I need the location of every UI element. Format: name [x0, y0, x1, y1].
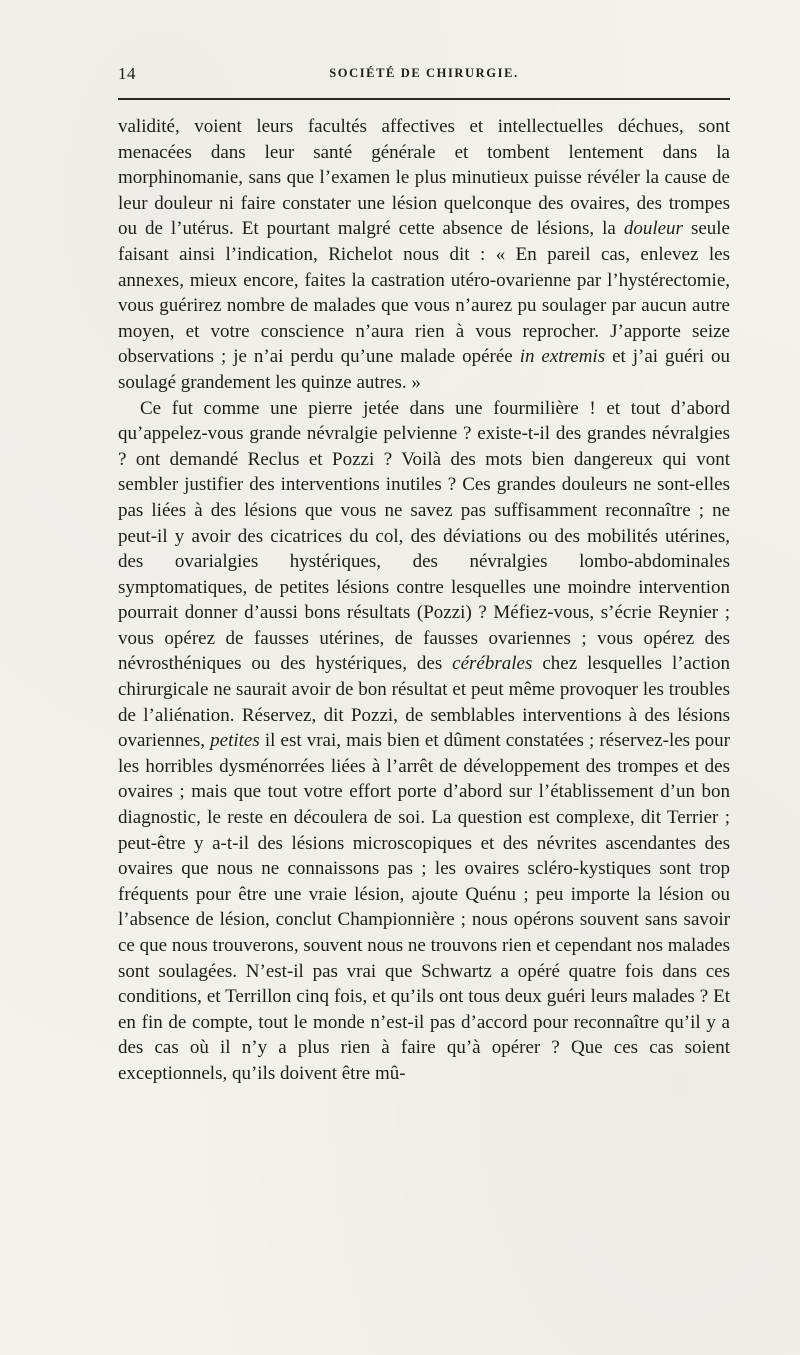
header-rule: [118, 98, 730, 100]
paragraph: [118, 396, 730, 1087]
italic-run: douleur: [623, 218, 683, 240]
text-run: et j’ai guéri ou soulagé grandement les quinze autres. »: [118, 346, 730, 393]
running-title: SOCIÉTÉ DE CHIRURGIE.: [329, 66, 519, 80]
text-run: seule faisant ainsi l’indication, Richelot nous dit : « En pareil cas, enlevez les annexes, mieux encore, faites la castration utéro-ovarienne par l’hystérectomie, vous guérirez nombre de malades que vous n’aurez pu soulager par aucun autre moyen, et votre conscience n’aura rien à vous reprocher. J’apporte seize observations ; je n’ai perdu qu’une malade opérée: [118, 218, 730, 368]
italic-run: petites: [210, 730, 260, 752]
text-run: il est vrai, mais bien et dûment constatées ; réservez-les pour les horribles dysménorrées liées à l’arrêt de développement des trompes et des ovaires ; mais que tout votre effort porte d’abord sur l’établissement d’un bon diagnostic, le reste en découlera de soi. La question est complexe, dit Terrier ; peut-être y a-t-il des lésions microscopiques et des névrites ascendantes des ovaires que nous ne connaissons pas ; les ovaires scléro-kystiques sont trop fréquents pour être une vraie lésion, ajoute Quénu ; peu importe la lésion ou l’absence de lésion, conclut Championnière ; nous opérons souvent sans savoir ce que nous trouverons, souvent nous ne trouvons rien et cependant nos malades sont soulagées. N’est-il pas vrai que Schwartz a opéré quatre fois dans ces conditions, et Terrillon cinq fois, et qu’ils ont tous deux guéri leurs malades ? Et en fin de compte, tout le monde n’est-il pas d’accord pour reconnaître qu’il y a des cas où il n’y a plus rien à faire qu’à opérer ? Que ces cas soient exceptionnels, qu’ils doivent être mû-: [118, 730, 730, 1084]
text-run: chez lesquelles l’action chirurgicale ne saurait avoir de bon résultat et peut même provoquer les troubles de l’aliénation. Réservez, dit Pozzi, de semblables interventions à des lésions ovariennes,: [118, 653, 730, 752]
italic-run: cérébrales: [452, 653, 533, 675]
italic-run: in extremis: [519, 346, 606, 368]
text-run: Ce fut comme une pierre jetée dans une fourmilière ! et tout d’abord qu’appelez-vous grande névralgie pelvienne ? existe-t-il des grandes névralgies ? ont demandé Reclus et Pozzi ? Voilà des mots bien dangereux qui vont sembler justifier des interventions inutiles ? Ces grandes douleurs ne sont-elles pas liées à des lésions que vous ne savez pas suffisamment reconnaître ; ne peut-il y avoir des cicatrices du col, des déviations ou des mobilités utérines, des ovarialgies hystériques, des névralgies lombo-abdominales symptomatiques, de petites lésions contre lesquelles une moindre intervention pourrait donner d’aussi bons résultats (Pozzi) ? Méfiez-vous, s’écrie Reynier ; vous opérez de fausses utérines, de fausses ovariennes ; vous opérez des névrosthéniques ou des hystériques, des: [118, 397, 730, 675]
paragraph: [118, 114, 730, 396]
text-run: validité, voient leurs facultés affectives et intellectuelles déchues, sont menacées dans leur santé générale et tombent lentement dans la morphinomanie, sans que l’examen le plus minutieux puisse révéler la cause de leur douleur ni faire constater une lésion quelconque des ovaires, des trompes ou de l’utérus. Et pourtant malgré cette absence de lésions, la: [118, 116, 730, 240]
body-text: [118, 114, 730, 1087]
page-number: 14: [118, 64, 136, 83]
page-header: [118, 64, 730, 86]
